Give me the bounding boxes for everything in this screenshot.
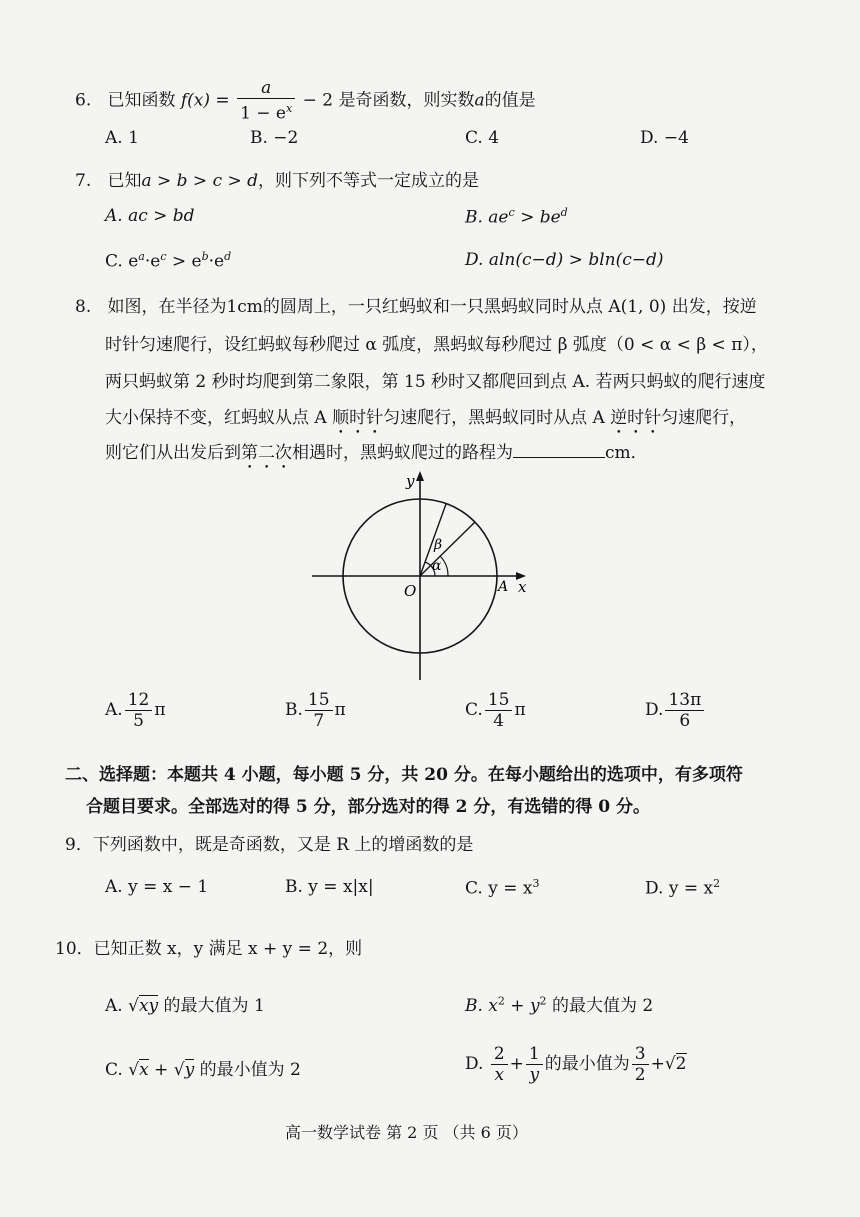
q7-option-b[interactable]: B. $ae^c > be^d$ <box>465 206 568 228</box>
unit-circle-figure <box>300 465 540 685</box>
label-o: O <box>404 582 417 600</box>
label-beta: β <box>434 537 443 553</box>
label-a: A <box>498 579 509 595</box>
y-axis-arrow <box>416 471 424 481</box>
section-2-heading: 二、选择题：本题共 4 小题，每小题 5 分，共 20 分。在每小题给出的选项中，有多项符 <box>65 765 743 785</box>
q6-option-b[interactable]: B. −2 <box>250 128 299 148</box>
page-footer: 高一数学试卷 第 2 页 （共 6 页） <box>285 1123 528 1142</box>
q8-option-b[interactable]: B. $\frac{15}{7}$ π <box>285 690 346 731</box>
q8-line-3: 两只蚂蚁第 2 秒时均爬到第二象限，第 15 秒时又都爬回到点 A. 若两只蚂蚁的爬行速度 <box>105 372 766 392</box>
q10-option-d[interactable]: D. $\frac{2}{x}$ + $\frac{1}{y}$ 的最小值为 $\frac{3}{2}$ +√2 <box>465 1044 687 1085</box>
q6-stem: 6. 已知函数 f(x) = $\frac{a}{1 - e^x}$ − 2 是奇函数，则实数a的值是 <box>75 78 536 124</box>
q7-option-d[interactable]: D. aln(c−d) > bln(c−d) <box>465 250 664 270</box>
q6-option-d[interactable]: D. −4 <box>640 128 689 148</box>
q9-option-d[interactable]: D. $y = x^2$ <box>645 877 721 899</box>
q8-option-d[interactable]: D. $\frac{13\pi}{6}$ <box>645 690 706 731</box>
q8-option-c[interactable]: C. $\frac{15}{4}$ π <box>465 690 526 731</box>
q8-option-a[interactable]: A. $\frac{12}{5}$ π <box>105 690 166 731</box>
q8-line-5: 则它们从出发后到第二次相遇时，黑蚂蚁爬过的路程为 cm． <box>105 443 648 463</box>
q7-option-c[interactable]: C. $e^a\cdot e^c > e^b\cdot e^d$ <box>105 250 232 272</box>
label-y: y <box>406 472 415 490</box>
q8-line-2: 时针匀速爬行，设红蚂蚁每秒爬过 α 弧度，黑蚂蚁每秒爬过 β 弧度（0 < α < β < π）， <box>105 335 768 355</box>
q9-option-c[interactable]: C. $y = x^3$ <box>465 877 540 899</box>
q7-stem: 7. 已知a > b > c > d，则下列不等式一定成立的是 <box>75 171 480 191</box>
q9-option-a[interactable]: A. y = x − 1 <box>105 877 209 897</box>
q9-stem: 9．下列函数中，既是奇函数，又是 R 上的增函数的是 <box>65 835 474 855</box>
q10-option-c[interactable]: C. √x + √y 的最小值为 2 <box>105 1060 301 1080</box>
q6-option-a[interactable]: A. 1 <box>105 128 139 148</box>
q9-option-b[interactable]: B. y = x|x| <box>285 877 374 897</box>
answer-blank[interactable] <box>513 441 605 458</box>
section-2-heading-line-2: 合题目要求。全部选对的得 5 分，部分选对的得 2 分，有选错的得 0 分。 <box>86 797 650 817</box>
q6-option-c[interactable]: C. 4 <box>465 128 500 148</box>
q10-option-a[interactable]: A. √xy 的最大值为 1 <box>105 996 265 1016</box>
q10-option-b[interactable]: B. $x^2 + y^2$ 的最大值为 2 <box>465 994 654 1016</box>
label-x: x <box>518 578 527 596</box>
label-alpha: α <box>432 558 442 574</box>
q8-line-4: 大小保持不变，红蚂蚁从点 A 顺时针匀速爬行，黑蚂蚁同时从点 A 逆时针匀速爬行， <box>105 408 747 428</box>
q8-line-1: 8. 如图，在半径为1cm的圆周上，一只红蚂蚁和一只黑蚂蚁同时从点 A(1, 0) 出发，按逆 <box>75 297 757 317</box>
q7-option-a[interactable]: A. ac > bd <box>105 206 195 226</box>
q10-stem: 10．已知正数 x，y 满足 x + y = 2，则 <box>55 939 363 959</box>
